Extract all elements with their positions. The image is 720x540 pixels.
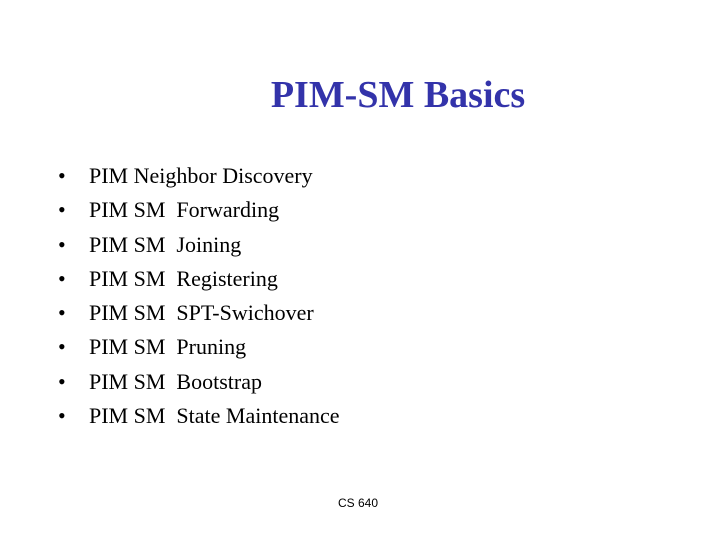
bullet-item [58, 365, 340, 399]
bullet-item [58, 296, 340, 330]
bullet-label: PIM SM Joining [89, 231, 242, 257]
bullet-icon: • [58, 368, 66, 394]
slide-title: PIM-SM Basics [270, 74, 526, 116]
slide-footer: CS 640 [338, 496, 379, 510]
bullet-label: PIM SM Pruning [89, 334, 247, 360]
bullet-item [58, 228, 340, 262]
bullet-item [58, 159, 340, 193]
bullet-icon: • [58, 300, 66, 326]
bullet-label: PIM Neighbor Discovery [89, 163, 313, 188]
bullet-icon: • [58, 197, 66, 223]
bullet-icon: • [58, 231, 66, 257]
bullet-label: PIM SM Bootstrap [89, 368, 262, 394]
bullet-list [58, 159, 340, 433]
bullet-icon: • [58, 265, 66, 291]
bullet-icon: • [58, 403, 66, 429]
bullet-item [58, 262, 340, 296]
bullet-item [58, 399, 340, 433]
bullet-label: PIM SM State Maintenance [89, 403, 340, 429]
bullet-label: PIM SM Registering [89, 265, 278, 291]
bullet-item [58, 330, 340, 364]
bullet-label: PIM SM Forwarding [89, 197, 280, 223]
bullet-label: PIM SM SPT-Swichover [89, 300, 314, 326]
bullet-item [58, 193, 340, 227]
bullet-icon: • [58, 163, 66, 188]
bullet-icon: • [58, 334, 66, 360]
